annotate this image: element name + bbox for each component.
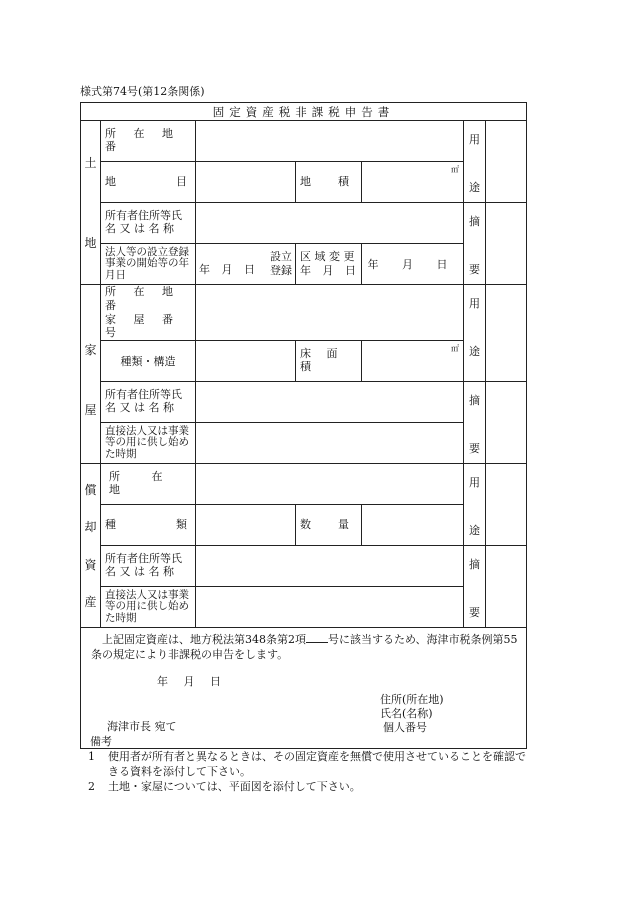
- depreciable-type-char: 種: [105, 517, 116, 531]
- house-location-field[interactable]: [196, 285, 464, 341]
- usage-char: 用: [469, 297, 480, 310]
- remarks-char: 要: [469, 263, 480, 276]
- article-number-blank[interactable]: [306, 632, 328, 643]
- form-number: 様式第74号(第12条関係): [80, 85, 205, 98]
- notes-section: [88, 735, 528, 794]
- note-text: 使用者が所有者と異なるときは、その固定資産を無償で使用させていることを確認できる資料を添付して下さい。: [108, 749, 526, 778]
- owner-label-line: 名 又 は 名 称: [105, 565, 174, 578]
- applicant-address-label: 住所(所在地): [380, 693, 444, 706]
- applicant-block: [380, 693, 444, 734]
- house-location-label: [101, 285, 196, 341]
- note-text: 土地・家屋については、平面図を添付して下さい。: [108, 779, 361, 793]
- house-type-field[interactable]: [196, 341, 296, 382]
- land-area-char: 地: [300, 174, 311, 188]
- notes-heading: 備考: [90, 735, 112, 748]
- remarks-char: 要: [469, 442, 480, 455]
- owner-label-line: 所有者住所等氏: [105, 552, 182, 566]
- usage-char: 途: [469, 524, 480, 537]
- zone-change-ymd: 年 月 日: [300, 264, 360, 277]
- section-depreciable-char: 償: [84, 482, 97, 497]
- depreciable-quantity-char: 数: [300, 517, 311, 531]
- declaration-text-before: 上記固定資産は、地方税法第348条第2項: [102, 633, 306, 646]
- depreciable-type-char: 類: [176, 517, 187, 531]
- depreciable-location-field[interactable]: [196, 464, 464, 505]
- depreciable-owner-field[interactable]: [196, 546, 464, 587]
- depreciable-quantity-char: 量: [338, 517, 349, 531]
- usage-char: 途: [469, 345, 480, 358]
- form-title: 固定資産税非課税申告書: [81, 103, 527, 121]
- land-area-field[interactable]: [362, 162, 464, 203]
- land-establish-date-field[interactable]: [196, 244, 296, 285]
- declaration-text-after: 号に該当するため、海津市税条例第55条の規定により非課税の申告をします。: [91, 633, 518, 662]
- addressee: 海津市長 宛て: [107, 720, 177, 733]
- declaration-form-table: [80, 102, 527, 749]
- land-remarks-label: [464, 203, 486, 285]
- applicant-personal-number-label: 個人番号: [383, 720, 427, 734]
- land-establish-label: 法人等の設立登録事業の開始等の年月日: [101, 244, 196, 285]
- land-category-char: 地: [105, 174, 116, 188]
- land-location-field[interactable]: [196, 121, 464, 162]
- land-usage-field[interactable]: [486, 121, 527, 203]
- house-usage-label: [464, 285, 486, 382]
- section-land: [81, 121, 101, 285]
- house-owner-field[interactable]: [196, 382, 464, 423]
- section-house-char: 屋: [84, 402, 97, 417]
- depreciable-type-field[interactable]: [196, 505, 296, 546]
- depreciable-usage-label: [464, 464, 486, 546]
- establish-option: 設立: [270, 249, 292, 263]
- depreciable-use-start-label: 直接法人又は事業等の用に供し始めた時期: [101, 587, 196, 628]
- declaration-date[interactable]: 年 月 日: [157, 675, 227, 688]
- house-usage-field[interactable]: [486, 285, 527, 382]
- remarks-char: 摘: [469, 394, 480, 407]
- depreciable-use-start-field[interactable]: [196, 587, 464, 628]
- registration-option: 登録: [270, 264, 292, 277]
- section-depreciable-char: 却: [84, 520, 97, 535]
- depreciable-quantity-label: [296, 505, 362, 546]
- usage-char: 途: [469, 181, 480, 194]
- declaration-text: [91, 632, 518, 663]
- land-remarks-field[interactable]: [486, 203, 527, 285]
- depreciable-owner-label: [101, 546, 196, 587]
- usage-char: 用: [469, 476, 480, 489]
- remarks-char: 摘: [469, 558, 480, 571]
- declaration-block: [81, 628, 527, 749]
- house-type-label: 種類・構造: [101, 341, 196, 382]
- house-location-line: 所 在 地 番: [105, 285, 180, 312]
- usage-char: 用: [469, 133, 480, 146]
- owner-label-line: 所有者住所等氏: [105, 388, 182, 402]
- land-area-char: 積: [338, 174, 349, 188]
- house-floor-area-label: 床 面 積: [296, 341, 362, 382]
- section-house: [81, 285, 101, 464]
- section-house-char: 家: [84, 342, 97, 357]
- house-remarks-label: [464, 382, 486, 464]
- house-number-line: 家 屋 番 号: [105, 312, 180, 340]
- land-owner-field[interactable]: [196, 203, 464, 244]
- land-category-label: [101, 162, 196, 203]
- land-usage-label: [464, 121, 486, 203]
- remarks-char: 摘: [469, 215, 480, 228]
- note-item: [88, 780, 528, 795]
- establish-ymd: 年 月 日: [199, 263, 259, 276]
- section-depreciable: [81, 464, 101, 628]
- square-meter-unit: ㎡: [451, 344, 459, 353]
- land-zone-change-date-field[interactable]: 年 月 日: [362, 244, 464, 285]
- land-owner-label: [101, 203, 196, 244]
- depreciable-remarks-field[interactable]: [486, 546, 527, 628]
- remarks-char: 要: [469, 606, 480, 619]
- land-area-label: [296, 162, 362, 203]
- depreciable-usage-field[interactable]: [486, 464, 527, 546]
- house-remarks-field[interactable]: [486, 382, 527, 464]
- depreciable-location-label: 所 在 地: [101, 464, 196, 505]
- owner-label-line: 名 又 は 名 称: [105, 401, 174, 414]
- note-number: 1: [88, 749, 95, 763]
- note-number: 2: [88, 779, 95, 793]
- house-floor-area-field[interactable]: [362, 341, 464, 382]
- land-category-char: 目: [176, 174, 187, 188]
- section-depreciable-char: 資: [84, 557, 97, 572]
- land-category-field[interactable]: [196, 162, 296, 203]
- section-depreciable-char: 産: [84, 595, 97, 610]
- zone-change-text: 区 域 変 更: [300, 250, 355, 264]
- applicant-name-label: 氏名(名称): [380, 706, 433, 720]
- house-use-start-field[interactable]: [196, 423, 464, 464]
- note-item: [88, 750, 528, 780]
- land-zone-change-label: [296, 244, 362, 285]
- square-meter-unit: ㎡: [451, 165, 459, 174]
- house-owner-label: [101, 382, 196, 423]
- depreciable-remarks-label: [464, 546, 486, 628]
- section-land-char: 地: [84, 236, 97, 250]
- owner-label-line: 所有者住所等氏: [105, 209, 182, 223]
- land-location-label: 所 在 地 番: [101, 121, 196, 162]
- section-land-char: 土: [84, 156, 97, 170]
- depreciable-quantity-field[interactable]: [362, 505, 464, 546]
- owner-label-line: 名 又 は 名 称: [105, 222, 174, 235]
- depreciable-type-label: [101, 505, 196, 546]
- house-use-start-label: 直接法人又は事業等の用に供し始めた時期: [101, 423, 196, 464]
